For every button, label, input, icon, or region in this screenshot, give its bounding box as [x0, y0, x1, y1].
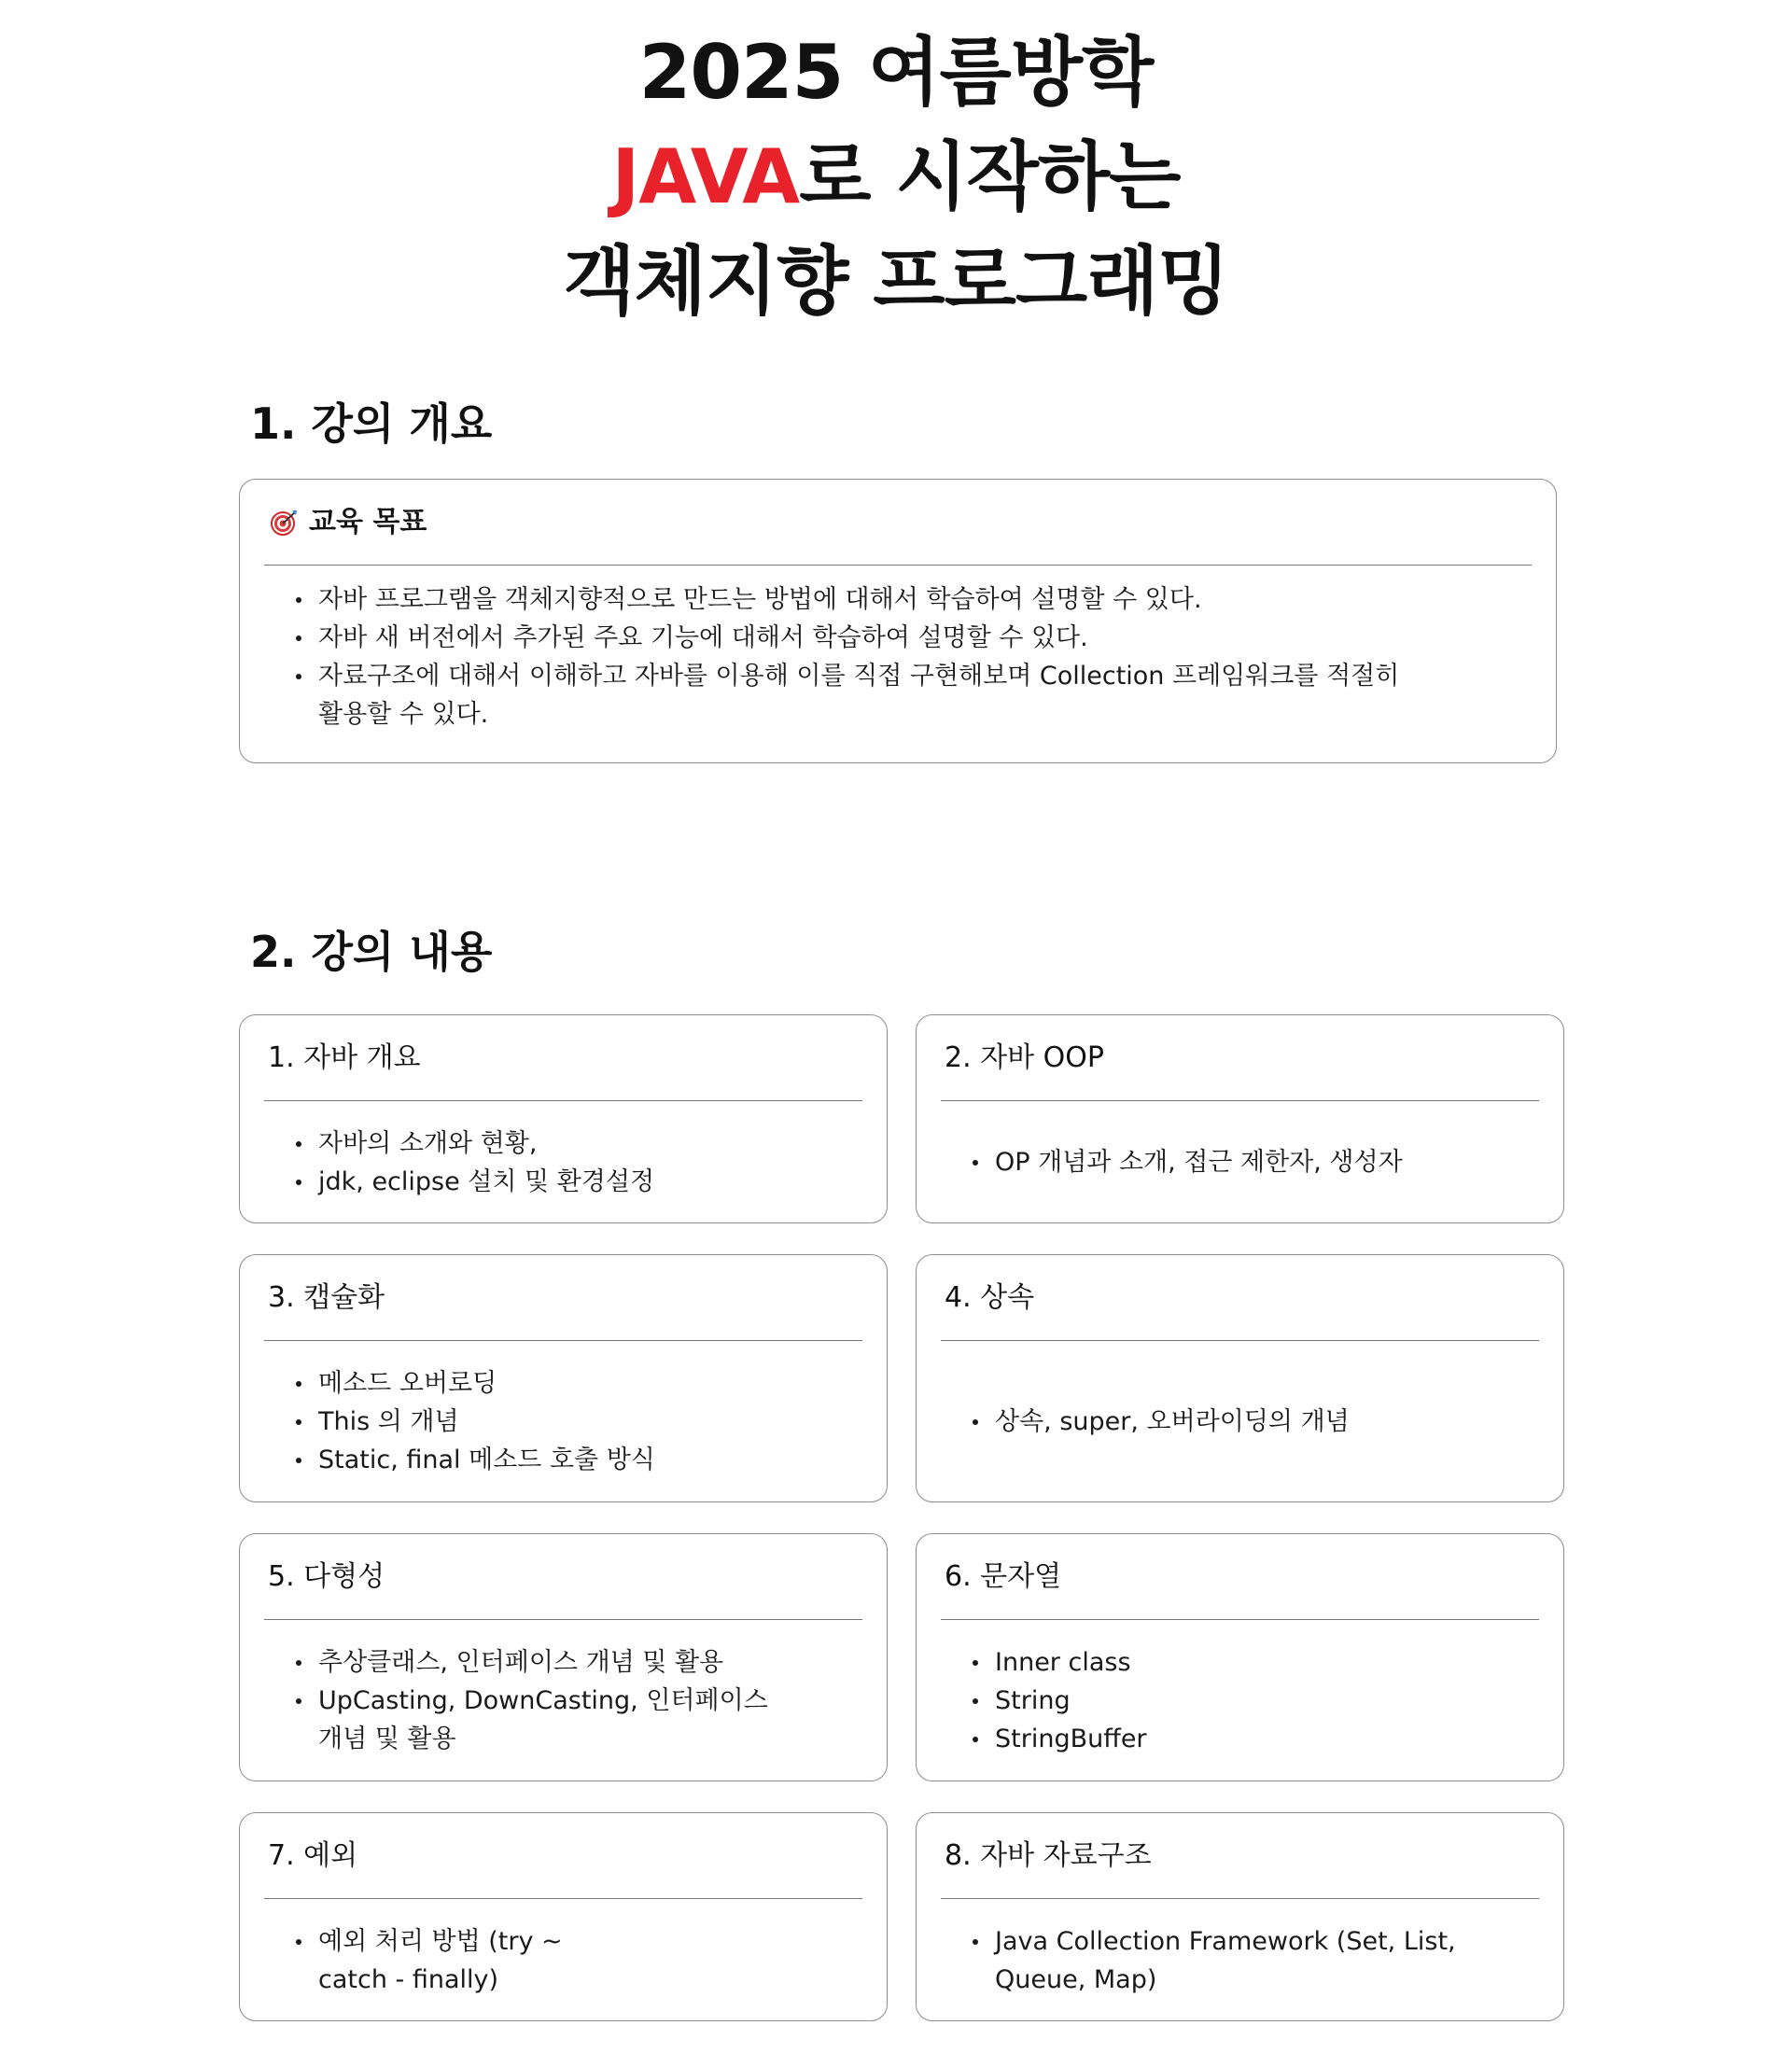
hero-line-2-rest: 로 시작하는: [799, 133, 1181, 220]
content-card-header: [264, 1534, 862, 1620]
content-card-1: [239, 1014, 888, 1223]
content-card-3: [239, 1254, 888, 1502]
list-item: 상속, super, 오버라이딩의 개념: [995, 1403, 1535, 1441]
content-card-list: [240, 1364, 887, 1479]
list-item: UpCasting, DownCasting, 인터페이스 개념 및 활용: [318, 1682, 793, 1758]
content-card-title: 5. 다형성: [268, 1559, 385, 1593]
goal-item: 자료구조에 대해서 이해하고 자바를 이용해 이를 직접 구현해보며 Collection 프레임워크를 적절히 활용할 수 있다.: [318, 657, 1416, 733]
list-item: OP 개념과 소개, 접근 제한자, 생성자: [995, 1143, 1535, 1181]
content-card-list: [240, 1643, 887, 1758]
section-title-content: 2. 강의 내용: [250, 927, 493, 977]
list-item: 추상클래스, 인터페이스 개념 및 활용: [318, 1643, 793, 1682]
list-item: jdk, eclipse 설치 및 환경설정: [318, 1163, 859, 1201]
content-card-8: [916, 1812, 1564, 2021]
list-item: This 의 개념: [318, 1403, 859, 1441]
content-card-title: 1. 자바 개요: [268, 1040, 421, 1074]
goal-card-body: [240, 580, 1556, 733]
list-item: Inner class: [995, 1643, 1535, 1682]
goal-card-title: 교육 목표: [309, 505, 427, 538]
content-card-body: [240, 1900, 887, 2020]
list-item: 메소드 오버로딩: [318, 1364, 859, 1403]
content-card-title: 8. 자바 자료구조: [945, 1838, 1152, 1872]
content-card-body: [240, 1621, 887, 1781]
content-card-6: [916, 1533, 1564, 1781]
list-item: StringBuffer: [995, 1720, 1535, 1758]
content-card-body: [917, 1621, 1563, 1781]
content-card-body: [917, 1342, 1563, 1501]
goal-card: [239, 479, 1557, 763]
content-card-7: [239, 1812, 888, 2021]
goal-list: [240, 580, 1556, 733]
hero-line-3: 객체지향 프로그래밍: [563, 238, 1229, 325]
goal-item: 자바 프로그램을 객체지향적으로 만드는 방법에 대해서 학습하여 설명할 수 있다.: [318, 580, 1416, 619]
content-card-title: 2. 자바 OOP: [945, 1040, 1104, 1074]
target-icon: [270, 509, 298, 537]
section-title-overview: 1. 강의 개요: [250, 398, 493, 449]
content-card-title: 3. 캡슐화: [268, 1280, 385, 1314]
content-card-title: 6. 문자열: [945, 1559, 1062, 1593]
hero-line-1: 2025 여름방학: [638, 29, 1154, 116]
content-card-body: [240, 1342, 887, 1501]
list-item: Java Collection Framework (Set, List, Queue, Map): [995, 1922, 1470, 1999]
content-card-header: [264, 1813, 862, 1899]
list-item: String: [995, 1682, 1535, 1720]
content-card-list: [917, 1403, 1563, 1441]
content-card-body: [917, 1102, 1563, 1222]
content-card-header: [941, 1534, 1539, 1620]
content-card-4: [916, 1254, 1564, 1502]
content-card-header: [264, 1015, 862, 1101]
content-card-title: 4. 상속: [945, 1280, 1035, 1314]
content-card-list: [240, 1922, 887, 1999]
list-item: 예외 처리 방법 (try ~ catch - finally): [318, 1922, 607, 1999]
content-card-header: [941, 1015, 1539, 1101]
list-item: 자바의 소개와 현황,: [318, 1124, 859, 1163]
goal-item: 자바 새 버전에서 추가된 주요 기능에 대해서 학습하여 설명할 수 있다.: [318, 619, 1416, 657]
content-card-5: [239, 1533, 888, 1781]
content-card-list: [917, 1922, 1563, 1999]
content-card-2: [916, 1014, 1564, 1223]
content-card-title: 7. 예외: [268, 1838, 358, 1872]
hero-line-2: [0, 125, 1792, 230]
content-card-header: [264, 1255, 862, 1341]
hero-title: [0, 21, 1792, 334]
content-card-body: [240, 1102, 887, 1222]
content-card-body: [917, 1900, 1563, 2020]
list-item: Static, final 메소드 호출 방식: [318, 1441, 859, 1479]
content-card-list: [917, 1143, 1563, 1181]
hero-accent-java: JAVA: [611, 133, 800, 220]
goal-card-header: [264, 480, 1532, 566]
content-card-list: [240, 1124, 887, 1201]
content-card-header: [941, 1813, 1539, 1899]
content-card-header: [941, 1255, 1539, 1341]
content-card-list: [917, 1643, 1563, 1758]
